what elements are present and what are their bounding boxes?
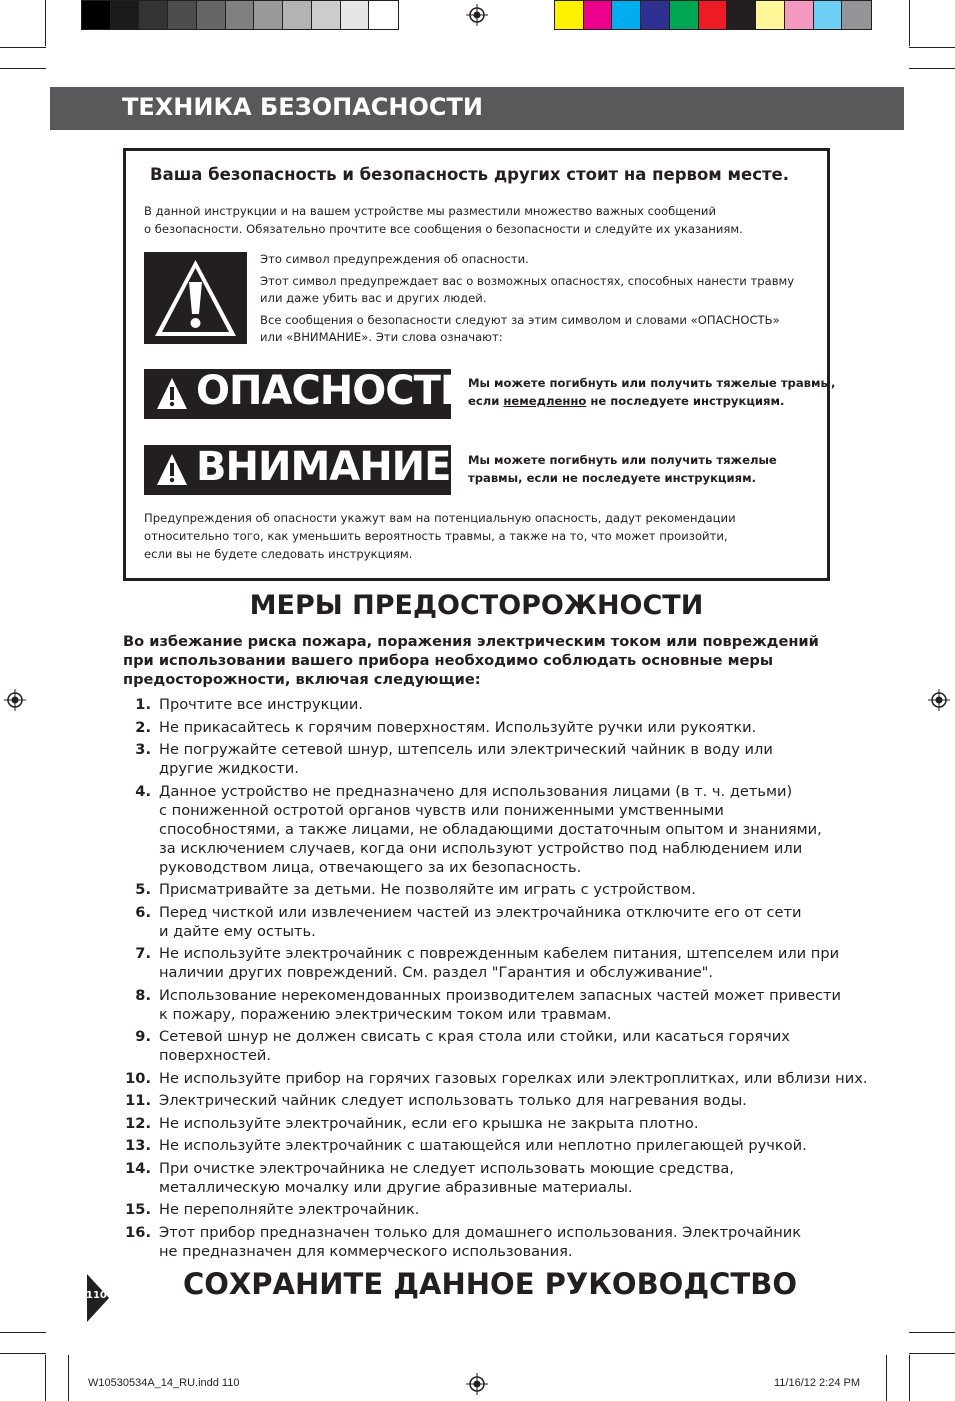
calibration-swatch	[584, 1, 613, 29]
calibration-swatch	[283, 1, 312, 29]
danger-signal-word	[144, 368, 470, 419]
precaution-item	[123, 1159, 843, 1197]
symbol-text-line: или «ВНИМАНИЕ». Эти слова означают:	[260, 330, 503, 344]
crop-mark	[45, 0, 46, 46]
precaution-text-line: Использование нерекомендованных производителем запасных частей может привести	[159, 986, 842, 1004]
safety-info-box	[123, 148, 836, 581]
precaution-text-line: Не используйте электрочайник, если его крышка не закрыта плотно.	[159, 1114, 699, 1132]
precaution-number: 6.	[135, 903, 151, 921]
precaution-item	[123, 1223, 843, 1261]
precaution-item	[123, 1200, 843, 1219]
crop-mark	[0, 1332, 46, 1333]
crop-mark	[0, 1353, 46, 1354]
crop-mark	[909, 0, 910, 46]
precaution-text-line: металлическую мочалку или другие абразивные материалы.	[159, 1178, 633, 1196]
slug-file-info: W10530534A_14_RU.indd 110	[88, 1377, 240, 1389]
danger-description-line: Мы можете погибнуть или получить тяжелые травмы,	[468, 376, 836, 390]
warning-description-line: Мы можете погибнуть или получить тяжелые	[468, 453, 777, 467]
precaution-text-line: наличии других повреждений. См. раздел "Гарантия и обслуживание".	[159, 964, 714, 981]
crop-mark	[0, 47, 46, 48]
save-instructions-title: СОХРАНИТЕ ДАННОЕ РУКОВОДСТВО	[183, 1267, 797, 1301]
precaution-text-line: Электрический чайник следует использовать только для нагревания воды.	[159, 1092, 747, 1109]
precaution-number: 10.	[125, 1069, 151, 1087]
precaution-item	[123, 695, 843, 714]
precaution-text-line: Не прикасайтесь к горячим поверхностям. Используйте ручки или рукоятки.	[159, 718, 757, 736]
calibration-swatch	[612, 1, 641, 29]
registration-mark-icon	[466, 1373, 488, 1395]
calibration-swatch	[555, 1, 584, 29]
precaution-item	[123, 1136, 843, 1155]
calibration-swatch	[197, 1, 226, 29]
precautions-title: МЕРЫ ПРЕДОСТОРОЖНОСТИ	[249, 590, 704, 621]
calibration-swatch	[842, 1, 871, 29]
crop-mark	[886, 1355, 887, 1401]
precaution-text-line: с пониженной остротой органов чувств или пониженными умственными	[159, 801, 724, 819]
calibration-swatch	[139, 1, 168, 29]
calibration-swatch	[785, 1, 814, 29]
lead-line: Во избежание риска пожара, поражения электрическим током или повреждений	[123, 633, 819, 650]
crop-mark	[0, 68, 46, 69]
danger-text-underlined: немедленно	[503, 394, 587, 408]
precaution-item	[123, 782, 843, 877]
crop-mark	[909, 47, 955, 48]
precaution-text-line: способностями, а также лицами, не обладающими достаточным опытом и знаниями,	[159, 820, 822, 838]
precaution-text-line: Данное устройство не предназначено для использования лицами (в т. ч. детьми)	[159, 782, 793, 800]
precaution-text-line: Этот прибор предназначен только для домашнего использования. Электрочайник	[159, 1223, 802, 1241]
danger-text-post: не последуете инструкциям.	[586, 394, 785, 408]
precaution-number: 1.	[135, 696, 151, 713]
precaution-text-line: Не используйте прибор на горячих газовых горелках или электроплитках, или вблизи них.	[159, 1069, 868, 1087]
precaution-item	[123, 986, 843, 1024]
precaution-text-line: Не используйте электрочайник с поврежденным кабелем питания, штепселем или при	[159, 945, 840, 962]
precaution-item	[123, 903, 843, 941]
calibration-swatch	[341, 1, 370, 29]
precaution-text-line: Сетевой шнур не должен свисать с края стола или стойки, или касаться горячих	[159, 1028, 790, 1045]
precaution-item	[123, 1091, 843, 1110]
danger-description	[468, 374, 835, 410]
calibration-swatch	[699, 1, 728, 29]
registration-mark-icon	[466, 4, 488, 26]
warning-description	[468, 451, 777, 487]
slug-date: 11/16/12 2:24 PM	[774, 1377, 861, 1389]
calibration-swatch	[168, 1, 197, 29]
precaution-item	[123, 1114, 843, 1133]
danger-word: ОПАСНОСТЬ	[196, 368, 470, 414]
warning-description-line: травмы, если не последуете инструкциям.	[468, 471, 756, 485]
safety-footer	[144, 509, 736, 563]
precaution-text-line: Прочтите все инструкции.	[159, 696, 363, 713]
danger-description-line	[468, 392, 835, 410]
crop-mark	[909, 1332, 955, 1333]
safety-box-title: Ваша безопасность и безопасность других стоит на первом месте.	[150, 165, 790, 184]
safety-intro-line: о безопасности. Обязательно прочтите все сообщения о безопасности и следуйте их указаниям.	[144, 222, 743, 236]
precaution-number: 13.	[125, 1137, 151, 1154]
symbol-text-line: или даже убить вас и других людей.	[260, 291, 487, 305]
calibration-swatch	[727, 1, 756, 29]
section-header	[50, 87, 904, 130]
precautions-list	[123, 695, 868, 1264]
safety-intro	[144, 202, 743, 238]
precautions-lead	[123, 632, 819, 689]
crop-mark	[68, 1355, 69, 1401]
precaution-number: 9.	[135, 1028, 151, 1045]
safety-footer-line: относительно того, как уменьшить вероятность травмы, а также на то, что может произойти,	[144, 529, 728, 543]
crop-mark	[909, 1353, 955, 1354]
precaution-text-line: Не используйте электрочайник с шатающейся или неплотно прилегающей ручкой.	[159, 1137, 807, 1154]
precaution-text-line: руководством лица, отвечающего за их безопасность.	[159, 858, 582, 876]
precaution-item	[123, 1027, 843, 1065]
precaution-text-line: Не переполняйте электрочайник.	[159, 1201, 420, 1218]
calibration-swatch	[226, 1, 255, 29]
section-header-title: ТЕХНИКА БЕЗОПАСНОСТИ	[122, 93, 483, 121]
precaution-number: 16.	[125, 1223, 151, 1241]
precaution-item	[123, 1069, 868, 1088]
precaution-text-line: другие жидкости.	[159, 760, 299, 777]
precaution-number: 2.	[135, 718, 151, 736]
precaution-text-line: и дайте ему остыть.	[159, 922, 316, 940]
precaution-text-line: Перед чисткой или извлечением частей из электрочайника отключите его от сети	[159, 903, 802, 921]
danger-text-pre: если	[468, 394, 504, 408]
crop-mark	[909, 68, 955, 69]
precaution-number: 7.	[135, 945, 151, 962]
registration-mark-icon	[4, 689, 26, 711]
precaution-item	[123, 718, 843, 737]
calibration-swatch	[82, 1, 111, 29]
calibration-swatch	[369, 1, 398, 29]
precaution-text-line: не предназначен для коммерческого использования.	[159, 1242, 573, 1260]
precaution-text-line: Не погружайте сетевой шнур, штепсель или электрический чайник в воду или	[159, 741, 773, 758]
calibration-swatch	[312, 1, 341, 29]
symbol-text-line: Этот символ предупреждает вас о возможных опасностях, способных нанести травму	[260, 273, 795, 288]
warning-word: ВНИМАНИЕ	[196, 444, 451, 490]
warning-triangle-icon	[156, 376, 188, 412]
safety-symbol-description	[260, 251, 794, 351]
symbol-text-line: Все сообщения о безопасности следуют за этим символом и словами «ОПАСНОСТЬ»	[260, 312, 780, 327]
precaution-item	[123, 944, 843, 982]
crop-mark	[909, 1355, 910, 1401]
calibration-swatch	[641, 1, 670, 29]
precaution-text-line: к пожару, поражению электрическим током или травмам.	[159, 1005, 612, 1023]
grayscale-calibration-bar	[81, 0, 399, 30]
precaution-text-line: При очистке электрочайника не следует использовать моющие средства,	[159, 1159, 734, 1177]
precaution-number: 12.	[125, 1114, 151, 1132]
lead-line: предосторожности, включая следующие:	[123, 671, 481, 688]
precaution-number: 14.	[125, 1159, 151, 1177]
precaution-number: 15.	[125, 1201, 151, 1218]
safety-alert-symbol	[144, 252, 247, 344]
precaution-item	[123, 880, 843, 899]
safety-intro-line: В данной инструкции и на вашем устройстве мы разместили множество важных сообщений	[144, 204, 716, 218]
precaution-number: 8.	[135, 986, 151, 1004]
precaution-item	[123, 740, 843, 778]
safety-footer-line: если вы не будете следовать инструкциям.	[144, 547, 413, 561]
precaution-text-line: за исключением случаев, когда они используют устройство под наблюдением или	[159, 839, 803, 857]
warning-exclamation-icon	[144, 252, 247, 344]
page-number: 110	[86, 1290, 107, 1301]
crop-mark	[45, 1355, 46, 1401]
precaution-text-line: Присматривайте за детьми. Не позволяйте им играть с устройством.	[159, 881, 696, 898]
color-calibration-bar	[554, 0, 872, 30]
safety-footer-line: Предупреждения об опасности укажут вам на потенциальную опасность, дадут рекомендации	[144, 511, 736, 525]
precaution-text-line: поверхностей.	[159, 1047, 272, 1064]
precaution-number: 11.	[125, 1092, 151, 1109]
precaution-number: 4.	[135, 782, 151, 800]
registration-mark-icon	[928, 689, 950, 711]
precaution-number: 5.	[135, 881, 151, 898]
calibration-swatch	[111, 1, 140, 29]
symbol-text-line: Это символ предупреждения об опасности.	[260, 252, 529, 266]
warning-triangle-icon	[156, 452, 188, 488]
calibration-swatch	[670, 1, 699, 29]
lead-line: при использовании вашего прибора необходимо соблюдать основные меры	[123, 652, 774, 669]
calibration-swatch	[254, 1, 283, 29]
precaution-number: 3.	[135, 741, 151, 758]
calibration-swatch	[756, 1, 785, 29]
warning-signal-word	[144, 445, 451, 495]
calibration-swatch	[814, 1, 843, 29]
